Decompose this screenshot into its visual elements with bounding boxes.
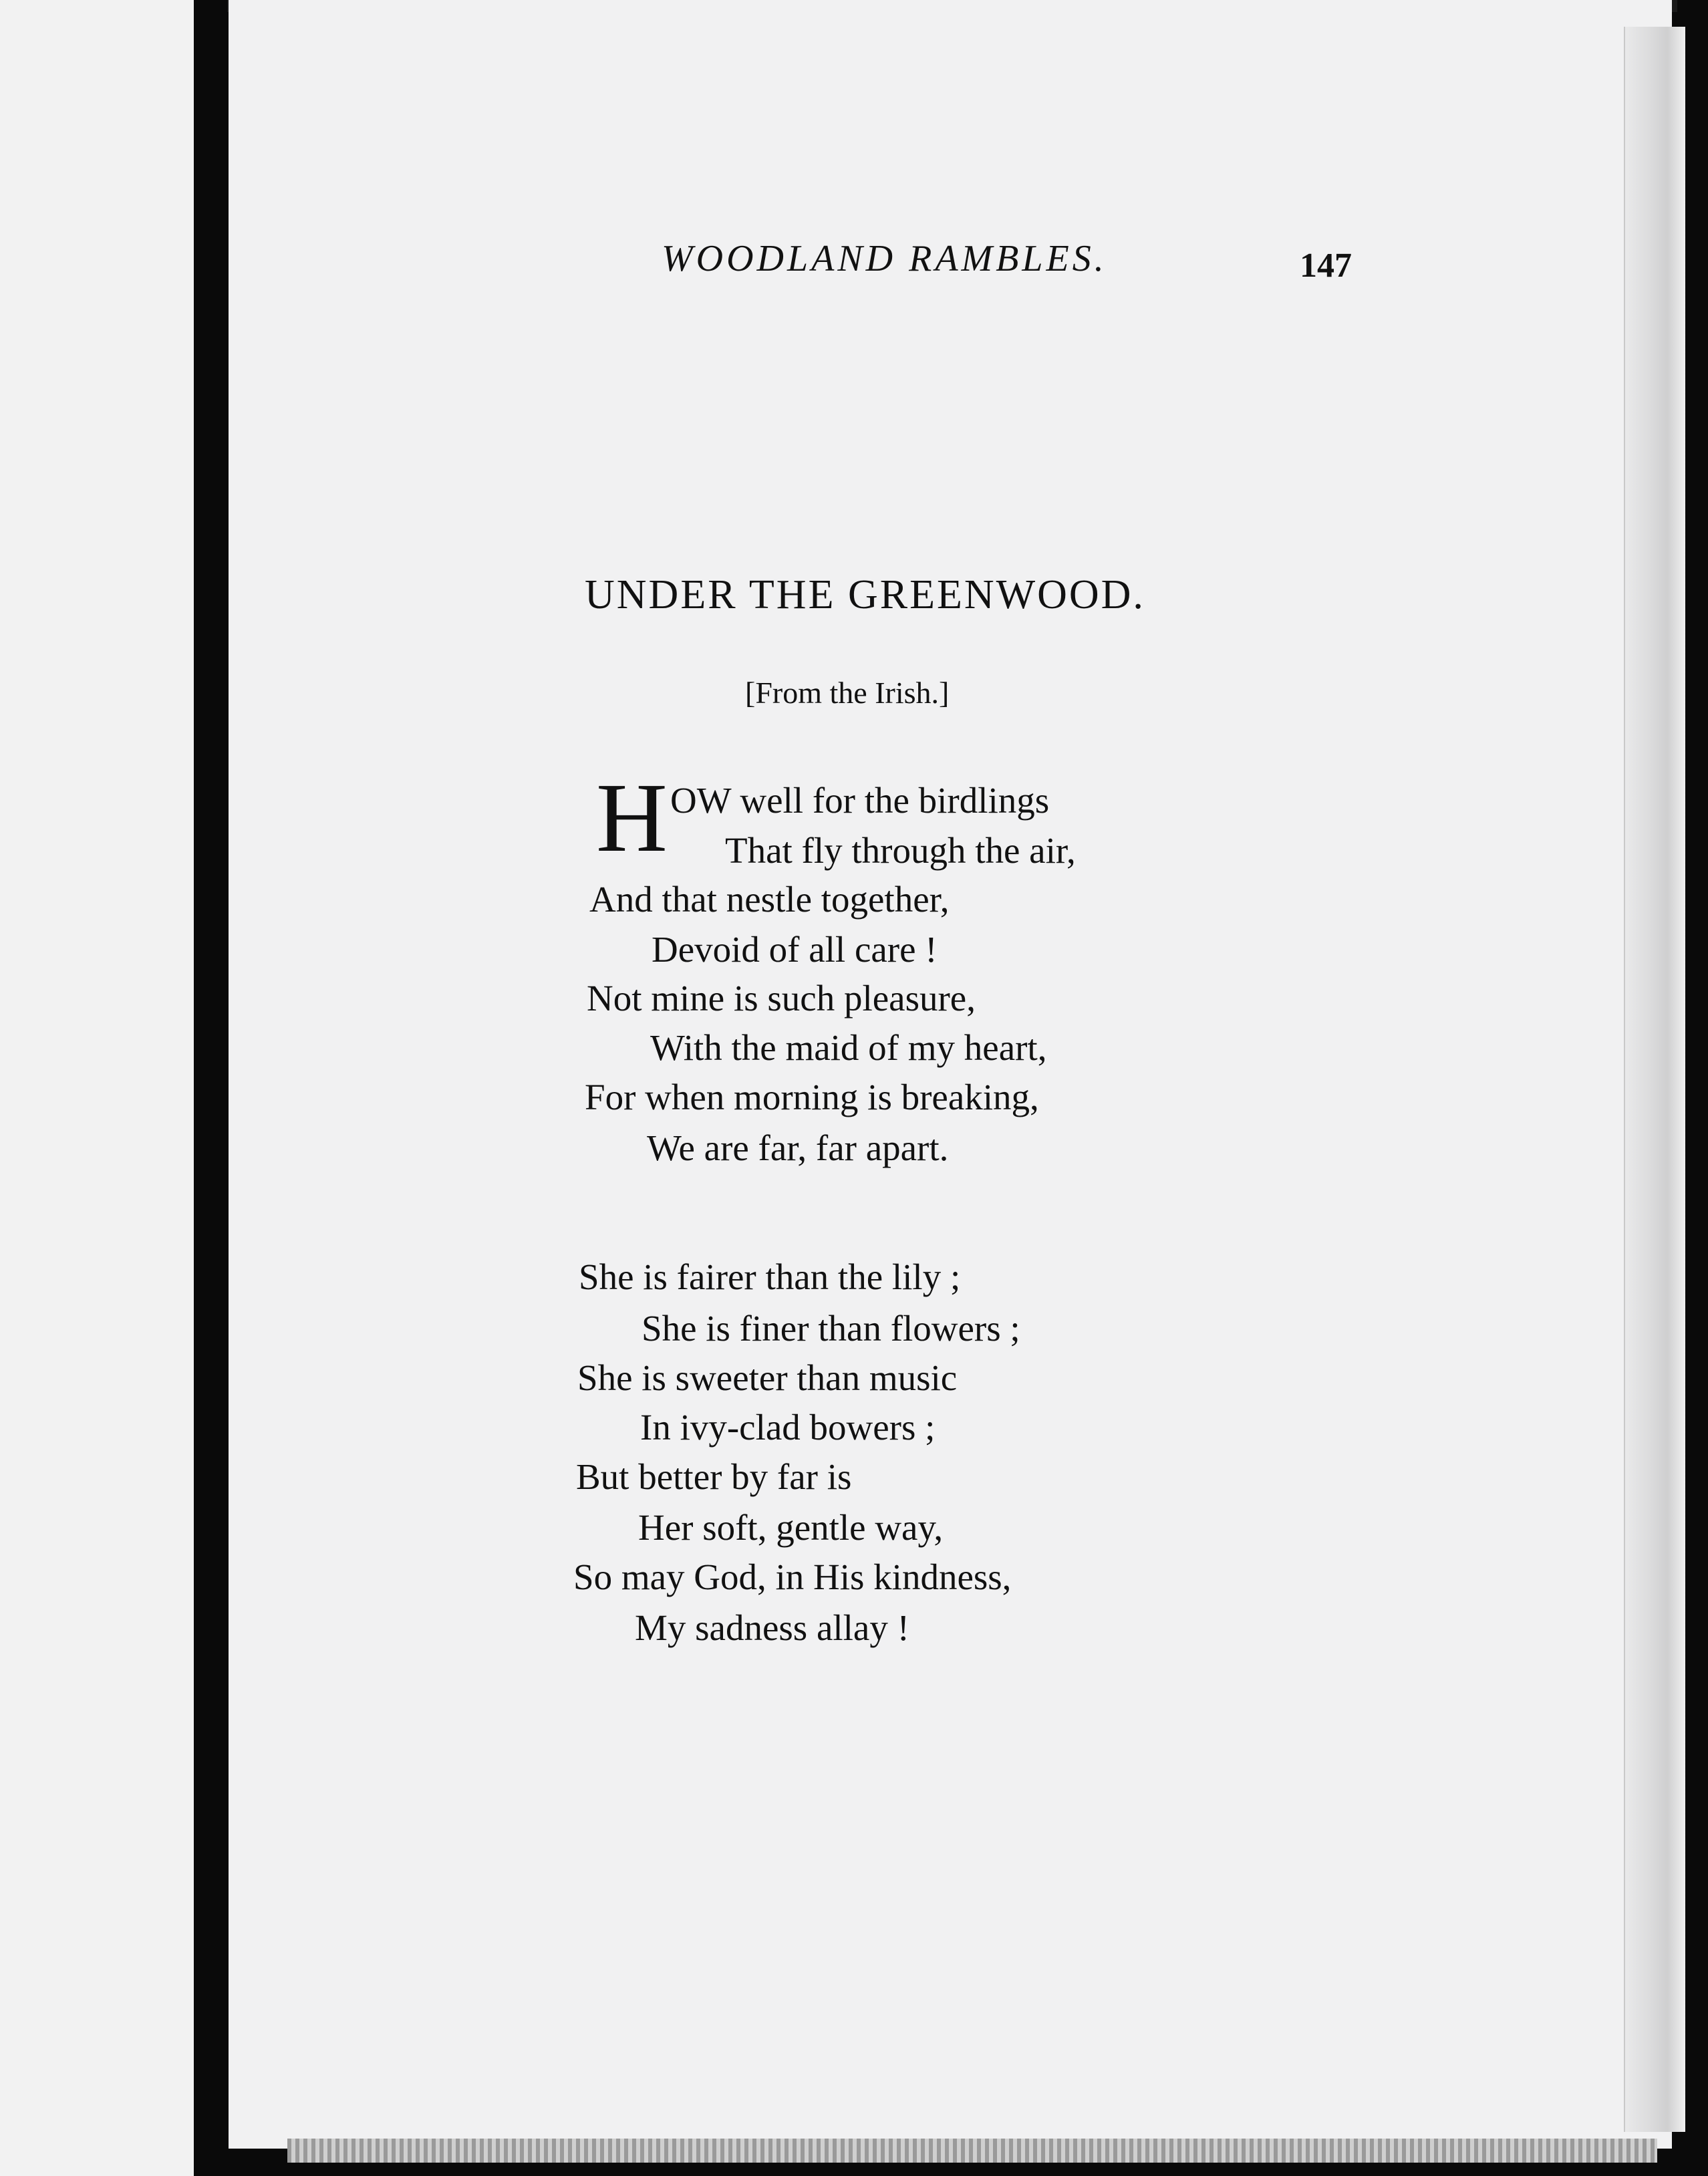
book-page	[229, 0, 1672, 2149]
page-number: 147	[1300, 247, 1352, 285]
poem-line: In ivy-clad bowers ;	[640, 1407, 936, 1448]
drop-cap: H	[596, 763, 668, 873]
poem-line: With the maid of my heart,	[650, 1027, 1047, 1068]
poem-line: But better by far is	[576, 1456, 852, 1497]
poem-line: Devoid of all care !	[652, 929, 938, 970]
poem-source: [From the Irish.]	[745, 676, 950, 710]
running-head: WOODLAND RAMBLES.	[662, 238, 1107, 279]
poem-line: Her soft, gentle way,	[638, 1507, 944, 1548]
left-page-margin	[0, 0, 194, 2176]
poem-line: OW well for the birdlings	[670, 780, 1050, 821]
scan-bottom-border	[287, 2139, 1657, 2163]
book-gutter	[194, 0, 211, 2176]
poem-line: My sadness allay !	[635, 1607, 909, 1648]
poem-line: She is sweeter than music	[577, 1357, 958, 1398]
poem-line: For when morning is breaking,	[585, 1077, 1039, 1117]
poem-line: So may God, in His kindness,	[573, 1556, 1012, 1597]
poem-line: She is finer than flowers ;	[642, 1308, 1020, 1349]
page-edges	[1624, 27, 1685, 2132]
poem-line: And that nestle together,	[589, 879, 950, 920]
poem-line: She is fairer than the lily ;	[579, 1256, 961, 1297]
poem-line: Not mine is such pleasure,	[587, 978, 976, 1018]
poem-line: We are far, far apart.	[647, 1127, 949, 1168]
poem-line: That fly through the air,	[725, 830, 1076, 871]
poem-title: UNDER THE GREENWOOD.	[585, 572, 1145, 618]
